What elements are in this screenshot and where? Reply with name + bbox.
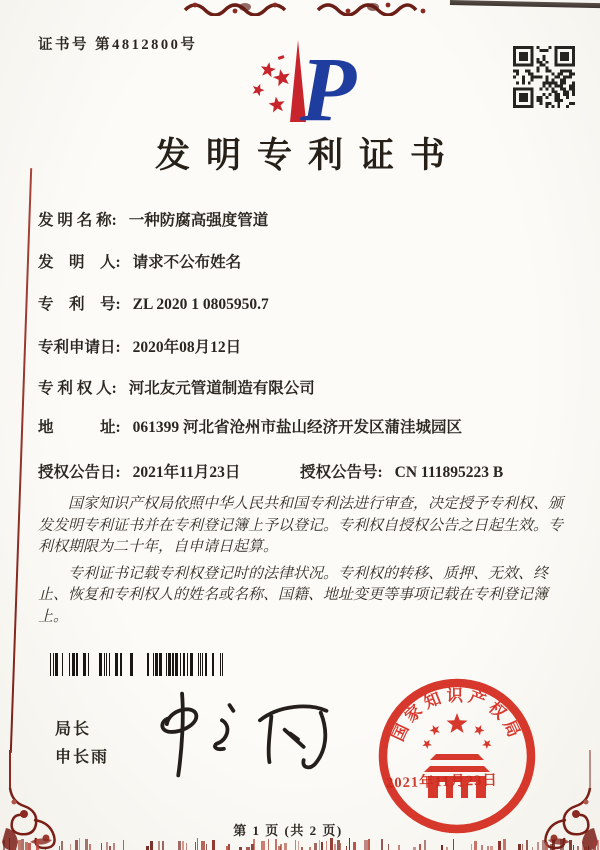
commissioner-title: 局长: [55, 721, 92, 738]
seal-organization: 国家知识产权局: [388, 685, 526, 745]
left-border-line: [10, 168, 32, 753]
field-label: 专利申请日:: [38, 339, 121, 356]
certificate-title: 发明专利证书: [154, 136, 461, 175]
legal-paragraph-1: 国家知识产权局依照中华人民共和国专利法进行审查，决定授予专利权、颁发发明专利证书并在专利登记簿上予以登记。专利权自授权公告之日起生效。专利权期限为二十年，自申请日起算。: [38, 496, 564, 555]
field-value: 2020年08月12日: [132, 339, 242, 356]
top-border-ornament: [183, 0, 435, 16]
field-value: 2021年11月23日: [132, 464, 241, 481]
field-value: 一种防腐高强度管道: [128, 212, 269, 229]
field-value: 河北友元管道制造有限公司: [128, 380, 315, 397]
field-label: 授权公告日:: [38, 464, 121, 481]
legal-body-text: [38, 494, 568, 633]
barcode: [50, 653, 226, 676]
seal-date: 2021年11月23日: [385, 772, 499, 792]
field-pair-grant-number: [300, 460, 503, 482]
page-footer: 第 1 页 (共 2 页): [233, 823, 343, 838]
field-label: 专 利 权 人:: [38, 380, 117, 397]
field-row-patentee: [38, 376, 582, 398]
field-label: 发 明 名 称:: [38, 212, 117, 229]
red-official-seal: [366, 670, 548, 842]
commissioner-name: 申长雨: [55, 749, 110, 766]
certificate-number: 证书号 第4812800号: [38, 37, 198, 53]
field-value: 061399 河北省沧州市盐山经济开发区蒲洼城园区: [132, 419, 463, 436]
qr-code: [513, 46, 575, 108]
field-value: ZL 2020 1 0805950.7: [132, 296, 269, 313]
field-label: 发 明 人:: [38, 254, 121, 271]
field-row-filing-date: [38, 335, 582, 357]
field-row-grant: [38, 460, 582, 482]
field-label: 专 利 号:: [38, 296, 121, 313]
field-row-patent-number: [38, 292, 582, 314]
top-right-edge-line: [450, 0, 600, 8]
field-label: 授权公告号:: [300, 464, 383, 481]
field-row-invention-name: [38, 208, 582, 230]
commissioner-signature: [140, 688, 340, 783]
field-value: CN 111895223 B: [394, 464, 504, 481]
legal-paragraph-2: 专利证书记载专利权登记时的法律状况。专利权的转移、质押、无效、终止、恢复和专利权人的姓名或名称、国籍、地址变更等事项记载在专利登记簿上。: [38, 565, 549, 625]
field-row-address: [38, 415, 582, 437]
field-value: 请求不公布姓名: [132, 254, 242, 271]
cnipa-logo-icon: [238, 28, 362, 130]
svg-text:P: P: [300, 38, 357, 130]
field-row-inventor: [38, 250, 582, 272]
field-label: 地 址:: [38, 419, 121, 436]
